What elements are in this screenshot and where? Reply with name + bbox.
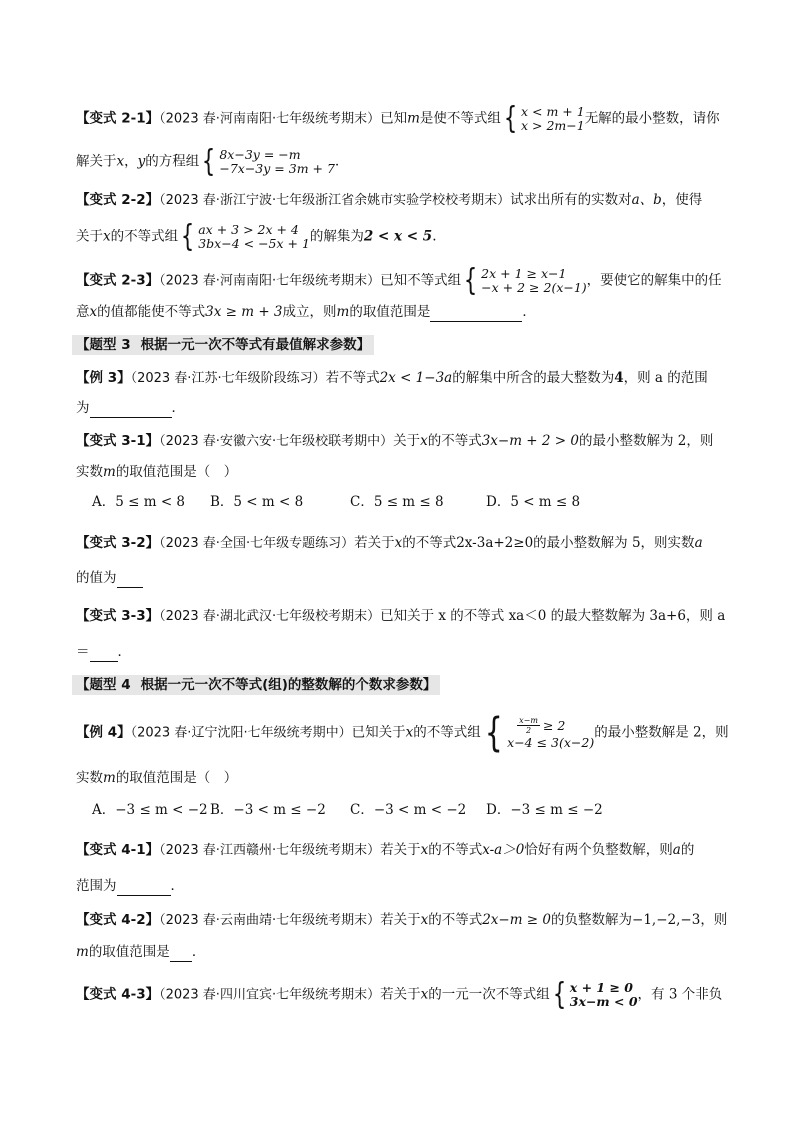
text: 的最小整数解为 5，则实数 [533, 535, 695, 551]
math-var: x [420, 433, 428, 449]
text: 为 [76, 400, 90, 416]
fraction [517, 716, 540, 735]
variant-3-1-line-2 [76, 462, 726, 482]
heading-title: 根据一元一次不等式(组)的整数解的个数求参数】 [140, 677, 437, 693]
math-var: a [672, 842, 681, 858]
math-var: m [407, 110, 420, 127]
option-d[interactable]: D．−3 ≤ m ≤ −2 [486, 802, 603, 818]
text: 的不等式 [402, 535, 457, 551]
text: 的不等式组 [413, 724, 481, 741]
system-row: 2x + 1 ≥ x−1 [481, 266, 567, 281]
option-d[interactable]: D．5 < m ≤ 8 [486, 494, 581, 510]
text: 意 [76, 304, 90, 320]
math-expr: 2x−m ≥ 0 [482, 912, 552, 928]
text: 关于 [393, 433, 421, 449]
variant-3-1-source: （2023 春·安徽六安·七年级校联考期中） [159, 434, 394, 449]
variant-4-2-line-1 [76, 910, 726, 931]
text: 实数 [76, 770, 103, 786]
variant-2-3-line-1 [76, 263, 726, 298]
inequality-system [178, 219, 310, 254]
inequality-system [550, 977, 638, 1012]
example-4-tag: 【例 4】 [76, 724, 131, 741]
math-expr: 3x−m + 2 > 0 [481, 433, 579, 449]
text: ，则 [700, 912, 728, 928]
math-var: x [420, 986, 429, 1003]
variant-3-3-source: （2023 春·湖北武汉·七年级校考期末） [159, 609, 381, 624]
math-var: x [420, 912, 429, 928]
variant-3-3-line-1 [76, 606, 726, 627]
heading-label: 【题型 4 [76, 677, 131, 693]
variant-2-3-line-2 [76, 302, 726, 322]
text: 的一元一次不等式组 [428, 986, 550, 1003]
text: 的取值范围是（ ） [115, 464, 238, 480]
text: 实数 [76, 464, 103, 480]
system-row: x > 2m−1 [520, 118, 585, 133]
text: . [432, 228, 437, 245]
option-b[interactable]: B．−3 < m ≤ −2 [210, 802, 326, 818]
variant-2-3-tag: 【变式 2-3】 [76, 272, 160, 289]
variant-3-1-tag: 【变式 3-1】 [76, 433, 160, 449]
math-var: x [103, 228, 111, 245]
inequality-system [501, 101, 585, 136]
variant-4-2-source: （2023 春·云南曲靖·七年级统考期末） [159, 913, 381, 928]
text: 试求出所有的实数对 [510, 192, 632, 208]
text: 若关于 [380, 842, 421, 858]
example-4-source: （2023 春·辽宁沈阳·七年级统考期中） [130, 725, 352, 741]
text: ，则 a 的范围 [623, 370, 708, 386]
inequality-system [461, 263, 587, 298]
variant-3-3-line-2 [76, 642, 726, 662]
section-heading-3 [72, 335, 374, 355]
text: 的取值范围是 [349, 304, 431, 320]
equation-system [199, 144, 335, 179]
text: 若不等式 [325, 370, 380, 386]
text: 关于 [76, 228, 103, 245]
answer-blank[interactable] [170, 945, 192, 962]
variant-4-2-line-2 [76, 942, 726, 962]
brace: { [180, 219, 195, 254]
option-c[interactable]: C．−3 < m < −2 [350, 802, 467, 818]
math-expr: 2 < x < 5 [363, 228, 433, 245]
system-row: x + 1 ≥ 0 [569, 980, 633, 995]
variant-4-2-tag: 【变式 4-2】 [76, 912, 160, 928]
answer-blank[interactable] [117, 571, 143, 588]
text: 恰好有两个负整数解，则 [524, 842, 673, 858]
text: ，有 3 个非负 [637, 986, 723, 1003]
example-4-line-2 [76, 768, 726, 788]
fraction-numerator: x−m [519, 716, 538, 725]
system-row: x < m + 1 [520, 104, 585, 119]
variant-4-3-line-1 [76, 977, 726, 1012]
variant-3-1-options [92, 492, 580, 512]
math-expr: 2x-3a+2≥0 [456, 535, 534, 551]
option-b[interactable]: B．5 < m < 8 [210, 494, 304, 510]
option-c[interactable]: C．5 ≤ m ≤ 8 [350, 494, 444, 510]
answer-blank[interactable] [90, 645, 118, 662]
system-row [507, 716, 594, 735]
text: ． [334, 153, 349, 170]
example-4-line-1 [76, 710, 729, 756]
example-3-line-2 [76, 398, 726, 418]
variant-2-1-line-1 [76, 101, 726, 136]
fraction-relation: ≥ 2 [542, 718, 566, 733]
text: 若关于 [354, 535, 395, 551]
heading-label: 【题型 3 [76, 337, 131, 353]
math-var: m [103, 770, 116, 786]
math-var: x [116, 153, 125, 170]
text: 的负整数解为 [551, 912, 633, 928]
math-var: m [336, 304, 350, 320]
option-a[interactable]: A．5 ≤ m < 8 [92, 494, 186, 510]
text: 成立，则 [282, 304, 337, 320]
text: ． [171, 400, 185, 416]
variant-4-1-tag: 【变式 4-1】 [76, 842, 160, 858]
brace: { [463, 263, 478, 298]
text: ＝ [76, 644, 90, 660]
math-var: x [89, 304, 98, 320]
variant-2-3-source: （2023 春·河南南阳·七年级统考期末） [159, 273, 381, 289]
text: 若关于 [380, 912, 421, 928]
variant-3-2-line-1 [76, 533, 726, 554]
text: ，要使它的解集中的任 [586, 272, 722, 289]
text: 的方程组 [145, 153, 200, 170]
math-number: 4 [614, 370, 624, 386]
answer-blank[interactable] [430, 305, 522, 322]
section-heading-4 [72, 675, 440, 695]
math-var: y [137, 153, 146, 170]
example-3-line-1 [76, 368, 726, 389]
variant-2-1-line-2 [76, 144, 726, 179]
brace: { [202, 144, 216, 179]
system-row: −7x−3y = 3m + 7 [219, 161, 335, 176]
text: ． [170, 878, 184, 894]
variant-2-2-line-2 [76, 219, 726, 254]
math-var: x [394, 535, 403, 551]
text: 解关于 [76, 153, 117, 170]
text: 的 [680, 842, 695, 858]
variant-3-2-source: （2023 春·全国·七年级专题练习） [159, 536, 355, 551]
math-var: x [420, 842, 429, 858]
inequality-system [481, 710, 595, 756]
heading-title: 根据一元一次不等式有最值解求参数】 [140, 337, 371, 353]
brace: { [552, 977, 566, 1012]
text: ， [124, 153, 138, 170]
math-var: a [694, 535, 703, 551]
system-row: ax + 3 > 2x + 4 [198, 222, 299, 237]
text: 范围为 [76, 878, 117, 894]
text: 已知 [380, 110, 408, 127]
text: 的解集中所含的最大整数为 [452, 370, 615, 386]
text: 的值为 [76, 570, 117, 586]
math-expr: 3x ≥ m + 3 [205, 304, 283, 320]
text: 是使不等式组 [419, 110, 501, 127]
text: 已知关于 x 的不等式 xa＜0 的最大整数解为 3a+6，则 a [380, 608, 726, 624]
example-4-options [92, 800, 603, 820]
variant-3-2-line-2 [76, 568, 726, 588]
variant-2-1-source: （2023 春·河南南阳·七年级统考期末） [159, 111, 381, 127]
example-3-source: （2023 春·江苏·七年级阶段练习） [130, 371, 326, 386]
system-row: x−4 ≤ 3(x−2) [507, 735, 595, 750]
text: ． [522, 304, 536, 320]
text: 若关于 [380, 986, 421, 1003]
text: ，使得 [661, 192, 703, 208]
math-expr: x-a＞0 [482, 842, 525, 858]
variant-2-2-tag: 【变式 2-2】 [76, 192, 160, 208]
variant-4-1-source: （2023 春·江西赣州·七年级统考期末） [159, 843, 381, 858]
text: 的不等式 [427, 433, 482, 449]
variant-4-1-line-2 [76, 876, 726, 896]
text: ． [117, 644, 131, 660]
text: 的解集为 [309, 228, 364, 245]
math-var: a、b [631, 192, 662, 208]
variant-3-3-tag: 【变式 3-3】 [76, 608, 160, 624]
system-row: 3x−m < 0 [569, 994, 638, 1009]
variant-2-1-tag: 【变式 2-1】 [76, 110, 160, 127]
variant-3-2-tag: 【变式 3-2】 [76, 535, 160, 551]
variant-4-1-line-1 [76, 840, 726, 861]
system-row: −x + 2 ≥ 2(x−1) [481, 280, 587, 295]
fraction-denominator: 2 [526, 726, 532, 735]
text: 的最小整数解为 2，则 [579, 433, 714, 449]
text: ． [191, 944, 206, 960]
variant-2-2-line-1 [76, 190, 726, 211]
text: 已知关于 [351, 724, 406, 741]
math-var: x [405, 724, 414, 741]
variant-4-3-tag: 【变式 4-3】 [76, 986, 160, 1003]
text: 的不等式组 [110, 228, 179, 245]
math-expr: 2x < 1−3a [379, 370, 453, 386]
text: 的不等式 [428, 842, 483, 858]
brace: { [503, 101, 518, 136]
text: 的最小整数解是 2，则 [594, 724, 729, 741]
answer-blank[interactable] [117, 879, 171, 896]
text: 的不等式 [428, 912, 483, 928]
text: 的取值范围是 [88, 944, 170, 960]
text: 已知不等式组 [380, 272, 462, 289]
system-row: 3bx−4 < −5x + 1 [198, 236, 310, 251]
math-expr: −1,−2,−3 [632, 912, 701, 928]
system-row: 8x−3y = −m [219, 147, 301, 162]
variant-4-3-source: （2023 春·四川宜宾·七年级统考期末） [159, 987, 381, 1003]
answer-blank[interactable] [90, 401, 172, 418]
math-var: m [103, 464, 116, 480]
example-3-tag: 【例 3】 [76, 370, 131, 386]
option-a[interactable]: A．−3 ≤ m < −2 [92, 802, 208, 818]
text: 的取值范围是（ ） [115, 770, 238, 786]
brace: { [484, 710, 503, 756]
variant-3-1-line-1 [76, 431, 726, 452]
text: 无解的最小整数，请你 [584, 110, 720, 127]
text: 的值都能使不等式 [97, 304, 206, 320]
variant-2-2-source: （2023 春·浙江宁波·七年级浙江省余姚市实验学校校考期末） [159, 193, 511, 208]
math-var: m [76, 944, 89, 960]
